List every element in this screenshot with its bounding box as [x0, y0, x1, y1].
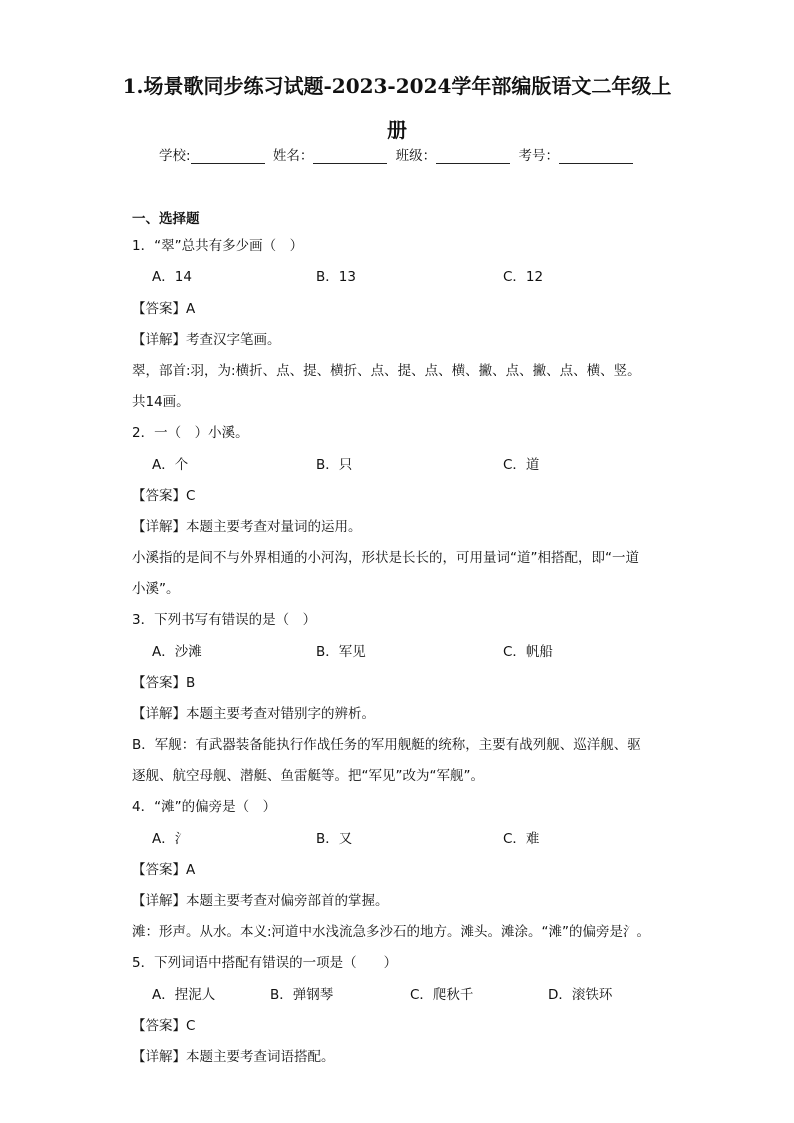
option-c: C．难 — [503, 831, 540, 847]
option-b: B．弹钢琴 — [270, 987, 334, 1003]
question-stem: 4．“滩”的偏旁是（ ） — [132, 799, 277, 815]
detail-line: 【详解】本题主要考查对错别字的辨析。 — [132, 706, 375, 722]
explanation-line: 翠，部首:羽，为:横折、点、提、横折、点、提、点、横、撇、点、撇、点、横、竖。 — [132, 363, 641, 379]
question-stem: 2．一（ ）小溪。 — [132, 425, 249, 441]
student-info-row — [0, 144, 794, 164]
explanation-line: 共14画。 — [132, 394, 190, 410]
option-b: B．只 — [316, 457, 353, 473]
explanation-line: 逐舰、航空母舰、潜艇、鱼雷艇等。把“军见”改为“军舰”。 — [132, 768, 484, 784]
option-b: B．军见 — [316, 644, 366, 660]
option-c: C．12 — [503, 269, 544, 285]
answer-line: 【答案】C — [132, 1018, 196, 1034]
name-field[interactable] — [273, 144, 390, 164]
option-c: C．帆船 — [503, 644, 553, 660]
explanation-line: B．军舰：有武器装备能执行作战任务的军用舰艇的统称，主要有战列舰、巡洋舰、驱 — [132, 737, 641, 753]
answer-line: 【答案】A — [132, 862, 196, 878]
title-line-1: 1.场景歌同步练习试题-2023-2024学年部编版语文二年级上 — [122, 74, 672, 98]
document-title — [120, 64, 674, 152]
detail-line: 【详解】本题主要考查词语搭配。 — [132, 1049, 335, 1065]
school-blank[interactable] — [191, 149, 265, 164]
question-stem: 1．“翠”总共有多少画（ ） — [132, 238, 304, 254]
option-b: B．又 — [316, 831, 353, 847]
school-label: 学校: — [159, 148, 191, 164]
detail-line: 【详解】本题主要考查对偏旁部首的掌握。 — [132, 893, 389, 909]
detail-line: 【详解】本题主要考查对量词的运用。 — [132, 519, 362, 535]
question-stem: 3．下列书写有错误的是（ ） — [132, 612, 317, 628]
option-a: A．个 — [152, 457, 189, 473]
explanation-line: 小溪指的是间不与外界相通的小河沟，形状是长长的，可用量词“道”相搭配，即“一道 — [132, 550, 639, 566]
explanation-line: 小溪”。 — [132, 581, 180, 597]
title-line-2: 册 — [387, 118, 407, 142]
detail-line: 【详解】考查汉字笔画。 — [132, 332, 281, 348]
answer-line: 【答案】C — [132, 488, 196, 504]
class-label: 班级： — [395, 148, 437, 164]
name-label: 姓名： — [272, 148, 314, 164]
option-c: C．道 — [503, 457, 540, 473]
class-blank[interactable] — [436, 149, 510, 164]
explanation-line: 滩：形声。从水。本义:河道中水浅流急多沙石的地方。滩头。滩涂。“滩”的偏旁是氵。 — [132, 924, 651, 940]
exam-no-blank[interactable] — [559, 149, 633, 164]
option-b: B．13 — [316, 269, 356, 285]
section-heading: 一、选择题 — [132, 211, 200, 227]
question-stem: 5．下列词语中搭配有错误的一项是（ ） — [132, 955, 398, 971]
exam-no-field[interactable] — [518, 144, 635, 164]
option-d: D．滚铁环 — [548, 987, 613, 1003]
answer-line: 【答案】A — [132, 301, 196, 317]
option-c: C．爬秋千 — [410, 987, 474, 1003]
class-field[interactable] — [396, 144, 513, 164]
option-a: A．氵 — [152, 831, 189, 847]
option-a: A．沙滩 — [152, 644, 202, 660]
option-a: A．14 — [152, 269, 192, 285]
option-a: A．捏泥人 — [152, 987, 216, 1003]
name-blank[interactable] — [313, 149, 387, 164]
answer-line: 【答案】B — [132, 675, 196, 691]
exam-no-label: 考号： — [518, 148, 559, 164]
school-field[interactable] — [159, 144, 267, 164]
